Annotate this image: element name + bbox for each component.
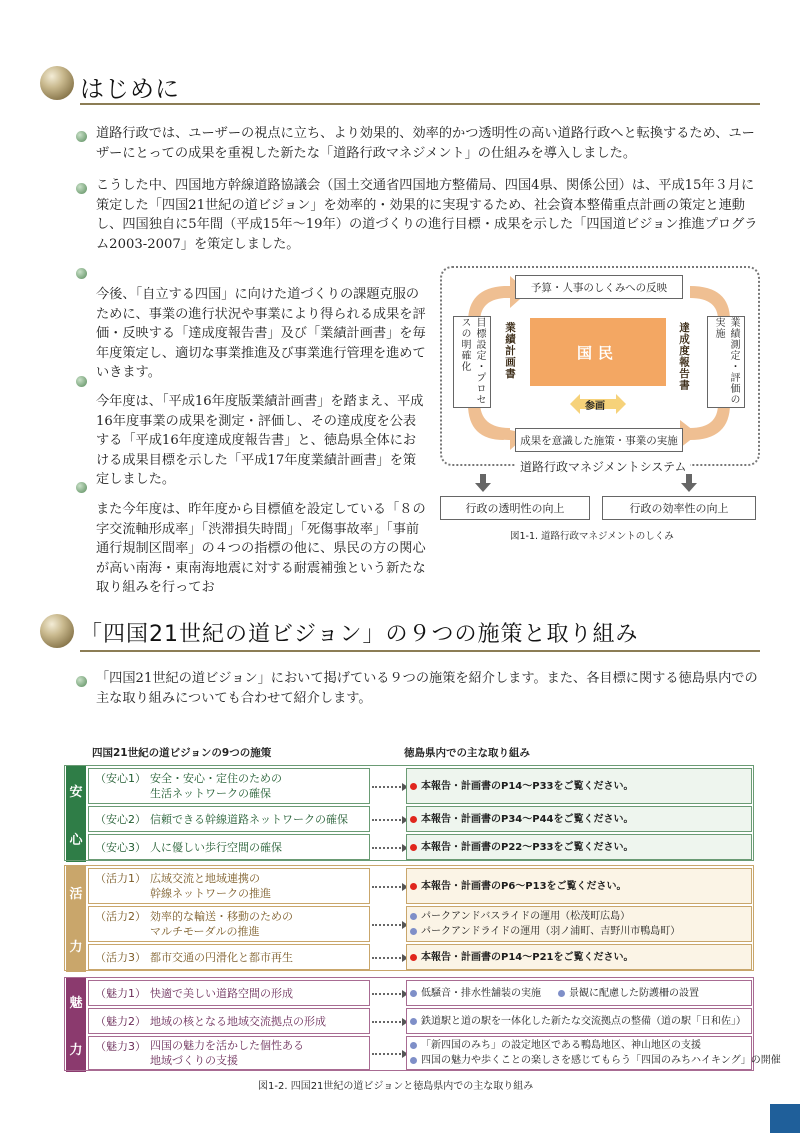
group-label-band bbox=[66, 766, 86, 862]
paragraph: 「四国21世紀の道ビジョン」において掲げている９つの施策を紹介します。また、各目標に関する徳島県内での主な取り組みについても合わせて紹介します。 bbox=[96, 671, 758, 706]
performance-plan-label: 業績計画書 bbox=[504, 322, 516, 380]
policy-text bbox=[150, 909, 293, 939]
policy-line: 効率的な輸送・移動のための bbox=[150, 910, 293, 923]
efficiency-box: 行政の効率性の向上 bbox=[602, 496, 756, 520]
section-title: はじめに bbox=[80, 75, 180, 103]
result-cell bbox=[406, 806, 752, 832]
policy-text bbox=[150, 950, 293, 965]
paragraph: 道路行政では、ユーザーの視点に立ち、より効果的、効率的かつ透明性の高い道路行政へと転換するため、ユーザーにとっての成果を重視した新たな「道路行政マネジメント」の仕組みを導入しました。 bbox=[96, 126, 755, 161]
policy-cell bbox=[88, 868, 370, 904]
policy-cell bbox=[88, 1036, 370, 1070]
policy-line: 信頼できる幹線道路ネットワークの確保 bbox=[150, 812, 348, 826]
policy-tag: （活力2） bbox=[95, 910, 146, 923]
policy-cell bbox=[88, 806, 370, 832]
policy-line: 都市交通の円滑化と都市再生 bbox=[150, 950, 293, 964]
result-item: 本報告・計画書のP34〜P44をご覧ください。 bbox=[421, 812, 751, 827]
result-cell bbox=[406, 868, 752, 904]
result-item: パークアンドバスライドの運用（松茂町広島） bbox=[421, 909, 751, 924]
result-item: 本報告・計画書のP6〜P13をご覧ください。 bbox=[421, 879, 751, 894]
section-bullet-icon bbox=[40, 66, 74, 100]
paragraph: また今年度は、昨年度から目標値を設定している「８の字交流軸形成率」「渋滞損失時間」「死傷事故率」「事前通行規制区間率」の４つの指標の他に、県民の方の関心が高い南海・東南海地震に対する耐震補強という新たな取り組みを行ってお bbox=[96, 502, 426, 595]
goal-setting-box: 目標設定・プロセスの明確化 bbox=[453, 316, 491, 408]
policy-tag: （活力1） bbox=[95, 872, 146, 885]
dotted-arrow-icon bbox=[372, 993, 404, 996]
result-text: 景観に配慮した防護柵の設置 bbox=[569, 987, 699, 999]
implementation-box: 成果を意識した施策・事業の実施 bbox=[515, 428, 683, 452]
section-title: 「四国21世紀の道ビジョン」の９つの施策と取り組み bbox=[80, 622, 639, 647]
figure-caption: 図1-2. 四国21世紀の道ビジョンと徳島県内での主な取り組み bbox=[258, 1081, 534, 1092]
bullet-icon bbox=[76, 183, 87, 194]
result-cell bbox=[406, 1036, 781, 1070]
result-cell bbox=[406, 980, 752, 1006]
bullet-icon bbox=[76, 268, 87, 279]
policy-line: 快適で美しい道路空間の形成 bbox=[150, 986, 293, 1000]
dotted-arrow-icon bbox=[372, 924, 404, 927]
result-item: 本報告・計画書のP14〜P21をご覧ください。 bbox=[421, 950, 751, 965]
policy-text bbox=[150, 771, 282, 801]
page-marker bbox=[770, 1104, 800, 1133]
result-item: 四国の魅力や歩くことの楽しさを感じてもらう「四国のみちハイキング」の開催 bbox=[421, 1055, 781, 1066]
result-item: 鉄道駅と道の駅を一体化した新たな交流拠点の整備（道の駅「日和佐」） bbox=[421, 1014, 751, 1029]
budget-box: 予算・人事のしくみへの反映 bbox=[515, 275, 683, 299]
policy-tag: （魅力1） bbox=[95, 987, 146, 1000]
group-label-band bbox=[66, 866, 86, 972]
policy-cell bbox=[88, 834, 370, 860]
policy-line: 地域の核となる地域交流拠点の形成 bbox=[150, 1014, 326, 1028]
policy-line: 四国の魅力を活かした個性ある bbox=[150, 1039, 304, 1052]
policy-line: 地域づくりの支援 bbox=[150, 1054, 238, 1067]
section-divider bbox=[80, 103, 760, 105]
result-cell bbox=[406, 768, 752, 804]
achievement-report-label: 達成度報告書 bbox=[678, 322, 690, 391]
group-label-band bbox=[66, 978, 86, 1072]
policy-cell bbox=[88, 944, 370, 970]
result-item: 本報告・計画書のP14〜P33をご覧ください。 bbox=[421, 779, 751, 794]
result-text: 低騒音・排水性舗装の実施 bbox=[421, 987, 541, 999]
dotted-arrow-icon bbox=[372, 1053, 404, 1056]
group-label: 安 bbox=[69, 784, 83, 800]
figure-caption: 図1-1. 道路行政マネジメントのしくみ bbox=[510, 531, 674, 542]
result-cell bbox=[406, 906, 752, 942]
bullet-icon bbox=[76, 376, 87, 387]
policy-cell bbox=[88, 1008, 370, 1034]
section-divider bbox=[80, 650, 760, 652]
table-right-header: 徳島県内での主な取り組み bbox=[404, 747, 530, 759]
policy-text bbox=[150, 986, 293, 1001]
bullet-icon bbox=[76, 131, 87, 142]
group-label: 力 bbox=[69, 940, 83, 955]
result-cell bbox=[406, 944, 752, 970]
section-bullet-icon bbox=[40, 614, 74, 648]
table-left-header: 四国21世紀の道ビジョンの9つの施策 bbox=[92, 747, 272, 759]
citizens-box: 国民 bbox=[530, 318, 666, 386]
policy-tag: （魅力3） bbox=[95, 1040, 146, 1053]
policy-text bbox=[150, 840, 282, 855]
participation-label: 参画 bbox=[585, 401, 605, 412]
system-label: 道路行政マネジメントシステム bbox=[516, 458, 690, 475]
group-label: 活 bbox=[69, 887, 83, 902]
policy-line: 生活ネットワークの確保 bbox=[150, 787, 271, 800]
result-item bbox=[421, 986, 751, 1001]
paragraph: 今後、「自立する四国」に向けた道づくりの課題克服のために、事業の進行状況や事業により得られる成果を評価・反映する「達成度報告書」及び「業績計画書」を毎年度策定し、適切な事業推進及び事業進行管理を進めていきます。 bbox=[96, 287, 426, 380]
dotted-arrow-icon bbox=[372, 957, 404, 960]
group-label: 魅 bbox=[69, 996, 83, 1011]
paragraph: こうした中、四国地方幹線道路協議会（国土交通省四国地方整備局、四国4県、関係公団）は、平成15年３月に策定した「四国21世紀の道ビジョン」を効率的・効果的に実現するため、社会資本整備重点計画の策定と連動し、四国独自に5年間（平成15年〜19年）の道づくりの進行目標・成果を示した「四国道ビジョン推進プログラム2003-2007」を策定しました。 bbox=[96, 178, 758, 252]
transparency-box: 行政の透明性の向上 bbox=[440, 496, 590, 520]
policy-line: 広域交流と地域連携の bbox=[150, 872, 260, 885]
policy-tag: （活力3） bbox=[95, 951, 146, 964]
dotted-arrow-icon bbox=[372, 786, 404, 789]
policy-line: 安全・安心・定住のための bbox=[150, 772, 282, 785]
policy-cell bbox=[88, 906, 370, 942]
policy-line: 人に優しい歩行空間の確保 bbox=[150, 840, 282, 854]
policy-text bbox=[150, 871, 271, 901]
policy-cell bbox=[88, 980, 370, 1006]
bullet-icon bbox=[76, 676, 87, 687]
policy-text bbox=[150, 1038, 304, 1068]
left-down-arrow bbox=[474, 474, 492, 492]
policy-line: 幹線ネットワークの推進 bbox=[150, 887, 271, 900]
bullet-icon bbox=[76, 482, 87, 493]
dotted-arrow-icon bbox=[372, 886, 404, 889]
result-cell bbox=[406, 834, 752, 860]
policy-text bbox=[150, 1014, 326, 1029]
result-cell bbox=[406, 1008, 752, 1034]
group-label: 力 bbox=[69, 1043, 83, 1058]
paragraph: 今年度は、「平成16年度版業績計画書」を踏まえ、平成16年度事業の成果を測定・評価し、その達成度を公表する「平成16年度達成度報告書」と、徳島県全体における成果目標を示した「平成17年度業績計画書」を策定しました。 bbox=[96, 394, 424, 487]
policy-line: マルチモーダルの推進 bbox=[150, 925, 260, 938]
result-item: 「新四国のみち」の設定地区である鴨島地区、神山地区の支援 bbox=[421, 1038, 751, 1053]
dotted-arrow-icon bbox=[372, 819, 404, 822]
right-down-arrow bbox=[680, 474, 698, 492]
result-item: 本報告・計画書のP22〜P33をご覧ください。 bbox=[421, 840, 751, 855]
policy-text bbox=[150, 812, 348, 827]
policy-tag: （安心2） bbox=[95, 813, 146, 826]
policy-cell bbox=[88, 768, 370, 804]
policy-tag: （安心3） bbox=[95, 841, 146, 854]
dotted-arrow-icon bbox=[372, 847, 404, 850]
measurement-box: 業績測定・評価の実施 bbox=[707, 316, 745, 408]
result-item: パークアンドライドの運用（羽ノ浦町、吉野川市鴨島町） bbox=[421, 924, 751, 939]
dotted-arrow-icon bbox=[372, 1021, 404, 1024]
policy-tag: （安心1） bbox=[95, 772, 146, 785]
group-label: 心 bbox=[69, 832, 83, 848]
policy-tag: （魅力2） bbox=[95, 1015, 146, 1028]
